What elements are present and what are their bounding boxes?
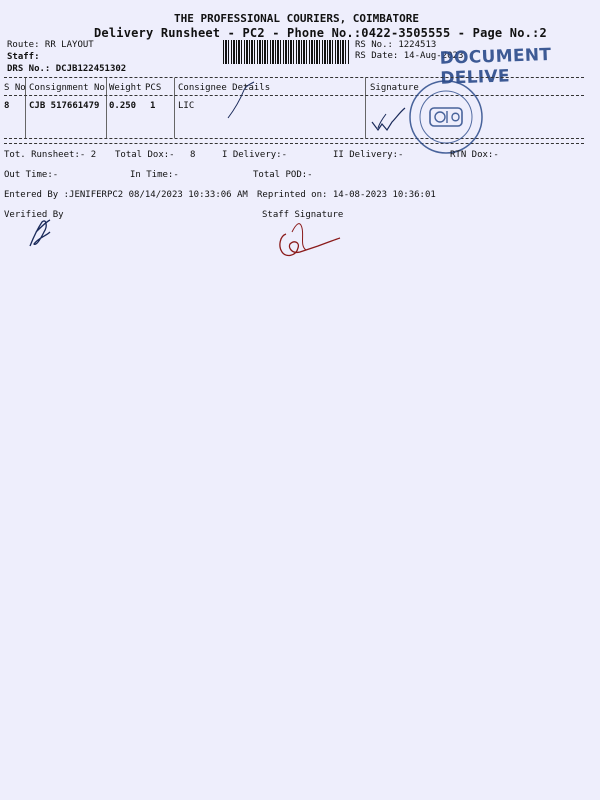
reprinted-on: Reprinted on: 14-08-2023 10:36:01 (257, 190, 436, 200)
col-header-signature: Signature (370, 83, 419, 93)
col-header-sno: S No (4, 83, 26, 93)
total-dox-value: 8 (190, 150, 196, 160)
cell-weight: 0.250 (109, 101, 137, 111)
lic-seal (410, 81, 482, 153)
rtn-dox: RTN Dox:- (450, 150, 499, 160)
consignee-signature (228, 82, 254, 118)
total-dox-label: Total Dox:- (115, 150, 175, 160)
cell-consignee: LIC (178, 101, 195, 111)
ii-delivery: II Delivery:- (333, 150, 404, 160)
runsheet-subtitle: Delivery Runsheet - PC2 - Phone No.:0422-3505555 - Page No.:2 (94, 26, 547, 40)
cell-sno: 8 (4, 101, 10, 111)
in-time: In Time:- (130, 170, 179, 180)
receiver-signature (372, 108, 405, 130)
receiver-signature-tick (378, 114, 386, 128)
col-header-consignee: Consignee Details (178, 83, 271, 93)
out-time: Out Time:- (4, 170, 59, 180)
company-title: THE PROFESSIONAL COURIERS, COIMBATORE (174, 12, 420, 25)
total-pod: Total POD:- (253, 170, 313, 180)
col-header-consignment: Consignment No (29, 83, 105, 93)
cell-consignment: CJB 517661479 (29, 101, 100, 111)
rs-date: RS Date: 14-Aug-2023 (355, 51, 464, 61)
col-header-pcs: PCS (145, 83, 162, 93)
document-delivery-stamp: DOCUMENT DELIVE (439, 44, 552, 89)
staff-label: Staff: (7, 52, 40, 62)
route-label: Route: RR LAYOUT (7, 40, 94, 50)
verified-by-label: Verified By (4, 210, 64, 220)
tot-runsheet: Tot. Runsheet:- 2 (4, 150, 97, 160)
verified-by-signature (30, 220, 50, 246)
rs-number: RS No.: 1224513 (355, 40, 437, 50)
col-header-weight: Weight (109, 83, 142, 93)
staff-signature-ink (280, 234, 340, 255)
i-delivery: I Delivery:- (222, 150, 288, 160)
staff-signature-label: Staff Signature (262, 210, 344, 220)
drs-number: DRS No.: DCJB122451302 (7, 64, 127, 74)
entered-by: Entered By :JENIFERPC2 08/14/2023 10:33:06 AM (4, 190, 248, 200)
cell-pcs: 1 (150, 101, 156, 111)
